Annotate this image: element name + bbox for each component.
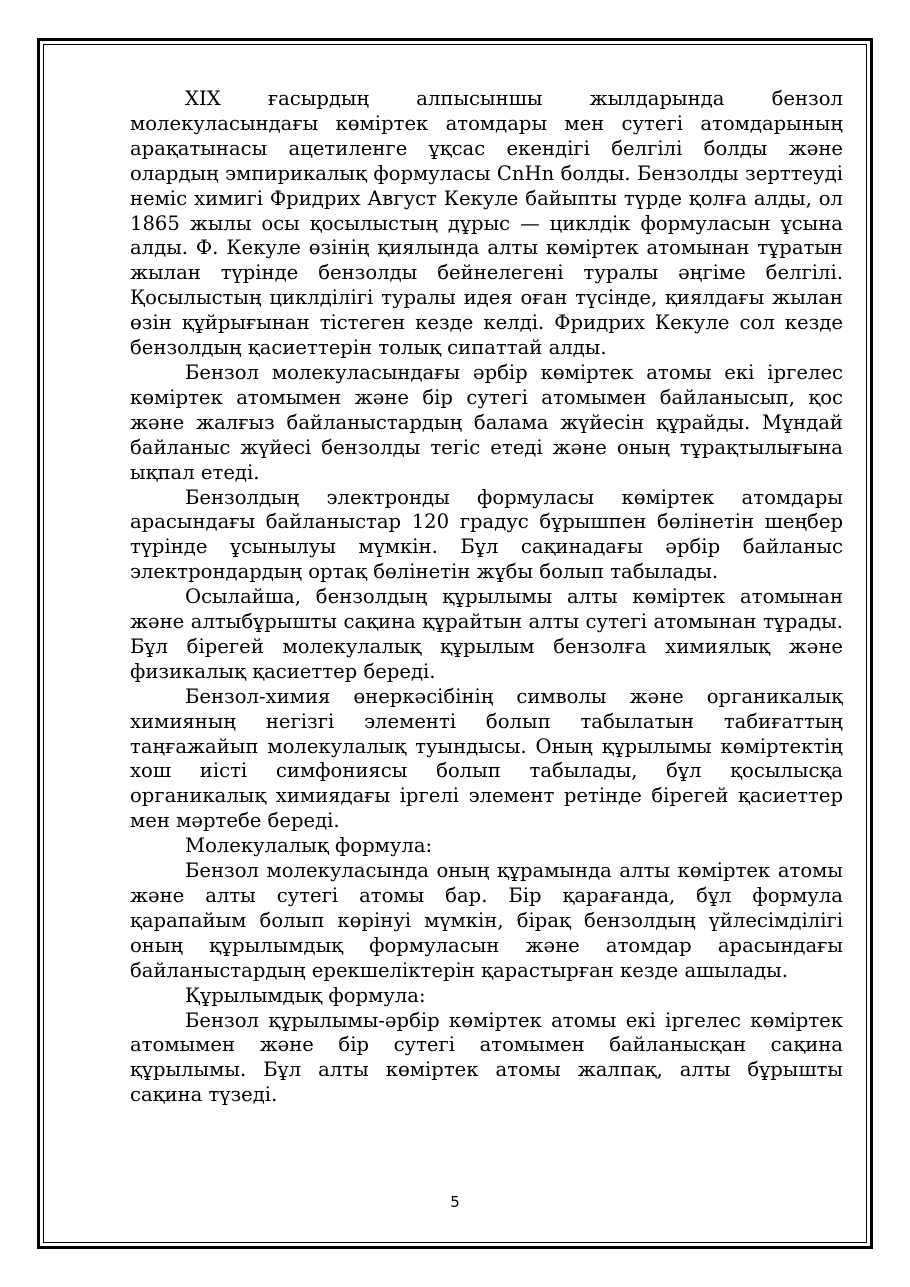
heading-molecular-formula: Молекулалық формула: [185,834,433,858]
page-number: 5 [450,1193,460,1211]
paragraph-structural-formula: Бензол құрылымы-әрбір көміртек атомы екі іргелес көміртек атомымен және бір сутегі атомымен байланысқан сақина құрылымы. Бұл алты көміртек атомы жалпақ, алты бұрышты сақина түзеді. [130,1008,843,1107]
paragraph-structure-summary: Осылайша, бензолдың құрылымы алты көміртек атомынан және алтыбұрышты сақина құрайтын алты сутегі атомынан тұрады. Бұл бірегей молекулалық құрылым бензолға химиялық және физикалық қасиеттер береді. [130,585,843,683]
heading-structural-formula: Құрылымдық формула: [185,983,426,1007]
paragraph-electronic-formula: Бензолдың электронды формуласы көміртек атомдары арасындағы байланыстар 120 градус бұрышпен бөлінетін шеңбер түрінде ұсынылуы мүмкін. Бұл сақинадағы әрбір байланыс электрондардың ортақ бөлінетін жұбы болып табылады. [130,485,843,584]
document-body [130,87,843,1169]
paragraph-kekule-history: XIX ғасырдың алпысыншы жылдарында бензол молекуласындағы көміртек атомдары мен сутегі атомдарының арақатынасы ацетиленге ұқсас екендігі белгілі болды және олардың эмпирикалық формуласы CnHn болды. Бензолды зерттеуді неміс химигі Фридрих Август Кекуле байыпты түрде қолға алды, ол 1865 жылы осы қосылыстың дұрыс — циклдік формуласын ұсына алды. Ф. Кекуле өзінің қиялында алты көміртек атомынан тұратын жылан түрінде бензолды бейнелегені туралы әңгіме белгілі. Қосылыстың циклділігі туралы идея оған түсінде, қиялдағы жылан өзін құйрығынан тістеген кезде келді. Фридрих Кекуле сол кезде бензолдың қасиеттерін толық сипаттай алды. [130,87,843,360]
paragraph-bond-system: Бензол молекуласындағы әрбір көміртек атомы екі іргелес көміртек атомымен және бір сутегі атомымен байланысып, қос және жалғыз байланыстардың балама жүйесін құрайды. Мұндай байланыс жүйесі бензолды тегіс етеді және оның тұрақтылығына ықпал етеді. [130,360,843,484]
paragraph-molecular-formula: Бензол молекуласында оның құрамында алты көміртек атомы және алты сутегі атомы бар. Бір қарағанда, бұл формула қарапайым болып көрінуі мүмкін, бірақ бензолдың үйлесімділігі оның құрылымдық формуласын және атомдар арасындағы байланыстардың ерекшеліктерін қарастырған кезде ашылады. [130,859,843,982]
paragraph-industry-symbol: Бензол-химия өнеркәсібінің символы және органикалық химияның негізгі элементі болып табылатын табиғаттың таңғажайып молекулалық туындысы. Оның құрылымы көміртектің хош иісті симфониясы болып табылады, бұл қосылысқа органикалық химиядағы іргелі элемент ретінде бірегей қасиеттер мен мәртебе береді. [130,684,843,833]
